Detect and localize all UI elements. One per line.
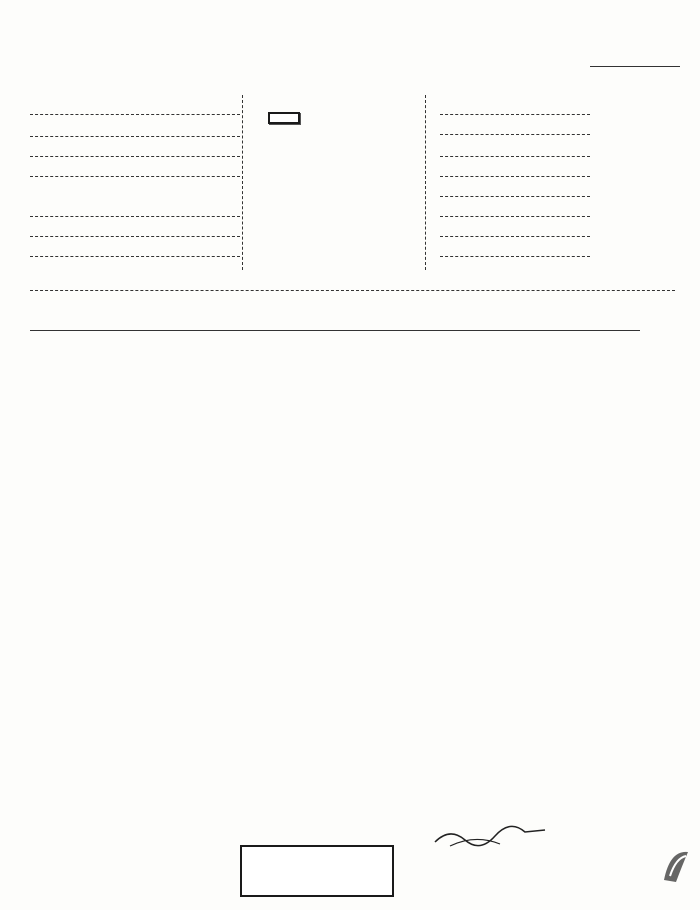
divider <box>440 134 590 135</box>
column-separator <box>242 95 243 270</box>
column-separator <box>425 95 426 270</box>
divider <box>30 136 240 137</box>
signature-scribble <box>430 822 550 852</box>
divider <box>440 114 590 115</box>
divider <box>440 216 590 217</box>
divider <box>440 156 590 157</box>
classification-stamp-bottom <box>240 845 394 897</box>
divider <box>440 176 590 177</box>
divider <box>440 236 590 237</box>
classification-stamp <box>268 112 300 124</box>
subject-underline <box>30 330 640 331</box>
divider <box>30 114 240 115</box>
divider <box>30 156 240 157</box>
section-divider <box>30 290 675 291</box>
divider <box>30 236 240 237</box>
divider <box>440 196 590 197</box>
divider <box>30 176 240 177</box>
divider <box>440 256 590 257</box>
watermark-logo-icon <box>660 846 692 886</box>
priority-divider <box>590 66 680 67</box>
divider <box>30 216 240 217</box>
divider <box>30 256 240 257</box>
